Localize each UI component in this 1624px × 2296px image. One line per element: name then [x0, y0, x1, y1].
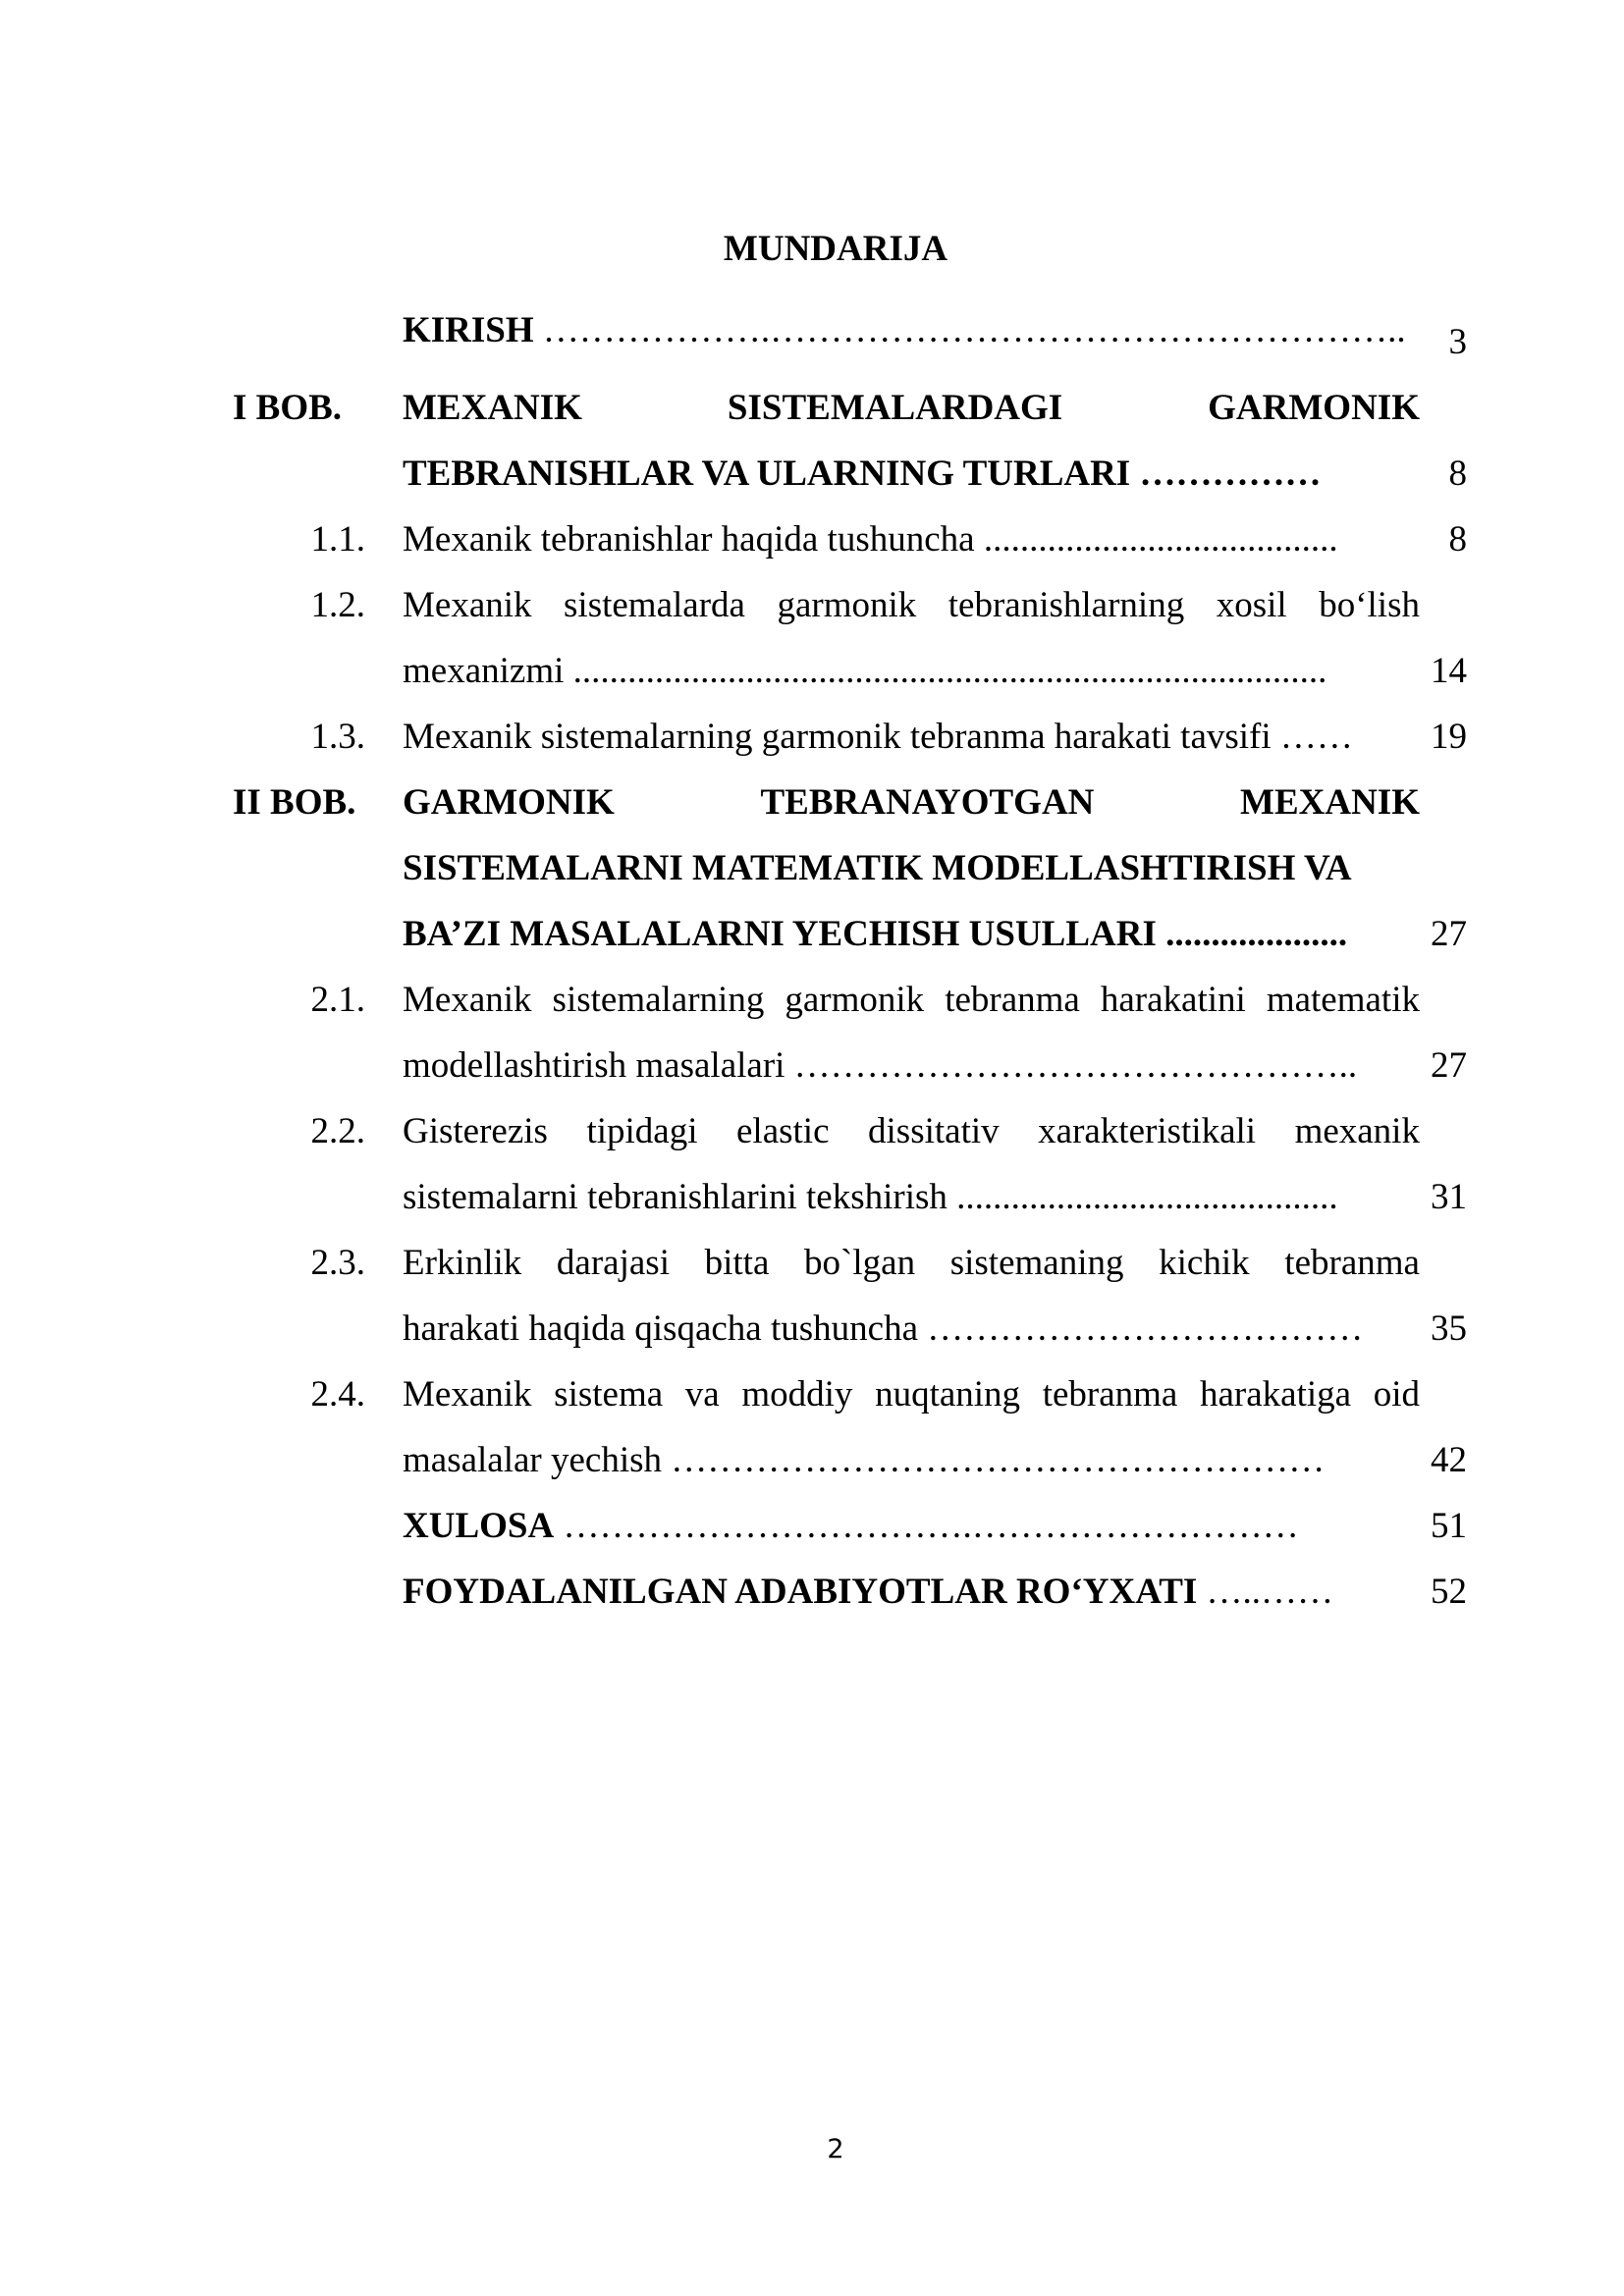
- section-word: Gisterezis: [403, 1111, 548, 1151]
- toc-section-2-4-cont: [0, 1427, 1624, 1493]
- toc-leader-dots: ……………: [1139, 454, 1322, 494]
- toc-section-2-3: [0, 1230, 1624, 1296]
- section-word: nuqtaning: [875, 1374, 1021, 1415]
- toc-leader-dots: ………………………………………..: [793, 1045, 1358, 1086]
- toc-page-number: 52: [1431, 1572, 1467, 1612]
- chapter-title-line: TEBRANISHLAR VA ULARNING TURLARI: [403, 454, 1131, 494]
- chapter-word: MEXANIK: [1240, 782, 1420, 823]
- toc-leader-dots: ………………………………: [927, 1308, 1364, 1349]
- section-word: tebranishlarning: [947, 585, 1185, 625]
- toc-page-number: 14: [1431, 651, 1467, 691]
- section-word: sistemalarning: [552, 980, 765, 1020]
- chapter-label: I BOB.: [233, 388, 343, 428]
- section-word: kichik: [1159, 1243, 1250, 1283]
- toc-section-2-1: [0, 967, 1624, 1033]
- toc-page-number: 31: [1431, 1177, 1467, 1217]
- toc-chapter-1-cont: [0, 441, 1624, 507]
- toc-leader-dots: …..……: [1206, 1572, 1334, 1612]
- toc-page-number: 8: [1448, 519, 1467, 560]
- chapter-label: II BOB.: [233, 782, 356, 823]
- toc-leader-dots: .......................................: [983, 519, 1338, 560]
- section-word: va: [684, 1374, 720, 1415]
- section-number: 1.1.: [310, 519, 365, 560]
- section-number: 2.3.: [310, 1243, 365, 1283]
- section-number: 1.3.: [310, 717, 365, 757]
- toc-leader-dots: ....................: [1165, 914, 1348, 954]
- toc-leader-dots: ………………………………………………: [671, 1440, 1326, 1480]
- section-title-line: harakati haqida qisqacha tushuncha: [403, 1308, 918, 1349]
- section-word: sistema: [554, 1374, 664, 1415]
- toc-section-1-2-cont: [0, 638, 1624, 704]
- chapter-word: TEBRANAYOTGAN: [760, 782, 1095, 823]
- toc-leader-dots: ..........................................: [956, 1177, 1338, 1217]
- toc-section-1-3: [0, 704, 1624, 770]
- toc-section-1-1: [0, 507, 1624, 572]
- toc-page-number: 27: [1431, 914, 1467, 954]
- toc-leader-dots: ...................................................................................: [572, 651, 1327, 691]
- section-word: xarakteristikali: [1038, 1111, 1257, 1151]
- section-word: tebranma: [945, 980, 1080, 1020]
- toc-leader-dots: ……………….……………………………………………..: [542, 310, 1406, 350]
- section-title-line: masalalar yechish: [403, 1440, 663, 1480]
- page-number: 2: [827, 2134, 844, 2164]
- section-word: elastic: [736, 1111, 830, 1151]
- toc-leader-dots: ……: [1279, 717, 1353, 757]
- section-number: 2.1.: [310, 980, 365, 1020]
- chapter-title-line: SISTEMALARNI MATEMATIK MODELLASHTIRISH VA: [403, 848, 1352, 888]
- section-title: Mexanik tebranishlar haqida tushuncha: [403, 519, 975, 560]
- section-word: bo`lgan: [804, 1243, 916, 1283]
- section-word: tebranma: [1284, 1243, 1420, 1283]
- chapter-word: SISTEMALARDAGI: [727, 388, 1063, 428]
- toc-chapter-2: [0, 770, 1624, 835]
- section-word: Mexanik: [403, 1374, 532, 1415]
- toc-entry-title: FOYDALANILGAN ADABIYOTLAR RO‘YXATI: [403, 1572, 1198, 1612]
- toc-leader-dots: …………………………….………………………: [563, 1506, 1299, 1546]
- section-title-line: sistemalarni tebranishlarini tekshirish: [403, 1177, 947, 1217]
- toc-page-number: 42: [1431, 1440, 1467, 1480]
- section-word: bo‘lish: [1319, 585, 1420, 625]
- toc-entry-xulosa: [0, 1493, 1624, 1559]
- section-word: sistemalarda: [564, 585, 745, 625]
- section-word: Mexanik: [403, 585, 532, 625]
- section-word: tipidagi: [586, 1111, 698, 1151]
- chapter-word: GARMONIK: [1208, 388, 1420, 428]
- toc-chapter-1: [0, 375, 1624, 441]
- section-word: darajasi: [556, 1243, 670, 1283]
- section-word: xosil: [1216, 585, 1287, 625]
- chapter-title-line: BA’ZI MASALALARNI YECHISH USULLARI: [403, 914, 1157, 954]
- toc-entry-title: XULOSA: [403, 1506, 555, 1546]
- section-title-line: mexanizmi: [403, 651, 565, 691]
- section-word: sistemaning: [949, 1243, 1124, 1283]
- toc-section-2-3-cont: [0, 1296, 1624, 1362]
- toc-section-2-1-cont: [0, 1033, 1624, 1098]
- section-word: mexanik: [1294, 1111, 1420, 1151]
- section-word: harakatini: [1100, 980, 1246, 1020]
- section-title: Mexanik sistemalarning garmonik tebranma harakati tavsifi: [403, 717, 1272, 757]
- section-word: matematik: [1266, 980, 1420, 1020]
- chapter-word: MEXANIK: [403, 388, 582, 428]
- toc-page-number: 8: [1448, 454, 1467, 494]
- section-word: harakatiga: [1200, 1374, 1352, 1415]
- toc-page-number: 19: [1431, 717, 1467, 757]
- section-word: Erkinlik: [403, 1243, 522, 1283]
- chapter-word: GARMONIK: [403, 782, 615, 823]
- toc-section-2-2: [0, 1098, 1624, 1164]
- page-title: MUNDARIJA: [723, 229, 948, 269]
- section-word: tebranma: [1042, 1374, 1178, 1415]
- section-word: dissitativ: [868, 1111, 1000, 1151]
- toc-page-number: 27: [1431, 1045, 1467, 1086]
- toc-entry-bibliography: [0, 1559, 1624, 1625]
- toc-entry-title: KIRISH: [403, 310, 534, 350]
- section-word: oid: [1373, 1374, 1420, 1415]
- toc-section-2-4: [0, 1362, 1624, 1427]
- toc-page-number: 51: [1431, 1506, 1467, 1546]
- toc-page-number: 35: [1431, 1308, 1467, 1349]
- section-word: bitta: [704, 1243, 770, 1283]
- toc-chapter-2-cont: [0, 835, 1624, 901]
- toc-entry-kirish: [0, 297, 1624, 363]
- section-title-line: modellashtirish masalalari: [403, 1045, 785, 1086]
- section-number: 2.4.: [310, 1374, 365, 1415]
- toc-chapter-2-cont2: [0, 901, 1624, 967]
- section-number: 1.2.: [310, 585, 365, 625]
- section-number: 2.2.: [310, 1111, 365, 1151]
- toc-page-number: 3: [1448, 322, 1467, 362]
- section-word: moddiy: [741, 1374, 853, 1415]
- toc-section-1-2: [0, 572, 1624, 638]
- section-word: Mexanik: [403, 980, 532, 1020]
- section-word: garmonik: [777, 585, 917, 625]
- section-word: garmonik: [785, 980, 925, 1020]
- toc-section-2-2-cont: [0, 1164, 1624, 1230]
